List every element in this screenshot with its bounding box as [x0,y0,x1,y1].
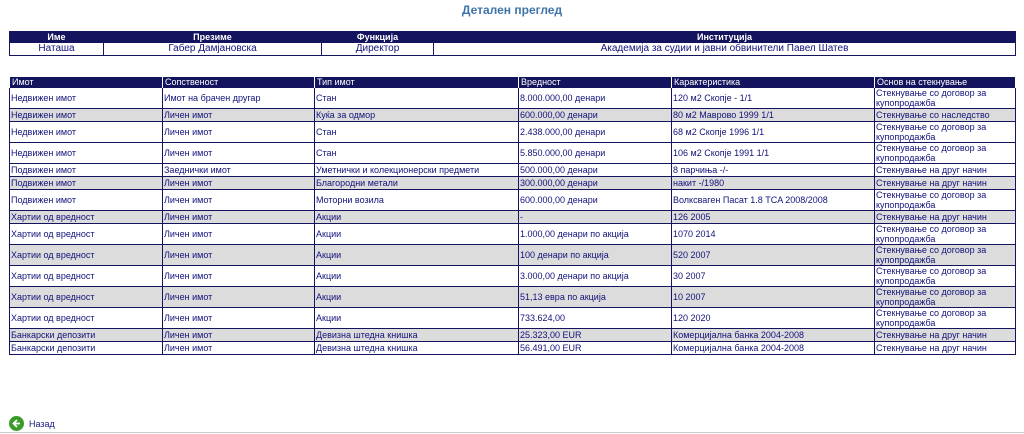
asset-value: 600.000,00 денари [519,190,672,211]
asset-ownership: Личен имот [163,122,315,143]
asset-ownership: Личен имот [163,329,315,342]
asset-property: Хартии од вредност [10,224,163,245]
asset-property: Хартии од вредност [10,245,163,266]
asset-type: Благородни метали [315,177,519,190]
asset-basis: Стекнување на друг начин [875,329,1016,342]
asset-value: 51,13 евра по акција [519,287,672,308]
asset-ownership: Заеднички имот [163,164,315,177]
asset-type: Акции [315,266,519,287]
person-institution: Академија за судии и јавни обвинители Павел Шатев [434,43,1016,56]
assets-header-row [10,77,1016,88]
assets-table [9,77,1016,355]
asset-characteristic: 1070 2014 [672,224,875,245]
asset-value: 8.000.000,00 денари [519,88,672,109]
table-row [10,122,1016,143]
asset-basis: Стекнување со договор за купопродажба [875,287,1016,308]
table-row [10,164,1016,177]
table-row [10,308,1016,329]
table-row [10,287,1016,308]
asset-characteristic: Комерцијална банка 2004-2008 [672,342,875,355]
asset-characteristic: Комерцијална банка 2004-2008 [672,329,875,342]
asset-ownership: Личен имот [163,109,315,122]
asset-type: Уметнички и колекционерски предмети [315,164,519,177]
asset-characteristic: 68 м2 Скопје 1996 1/1 [672,122,875,143]
asset-value: 2.438.000,00 денари [519,122,672,143]
asset-property: Хартии од вредност [10,308,163,329]
back-link[interactable] [9,416,55,431]
asset-property: Банкарски депозити [10,342,163,355]
asset-ownership: Имот на брачен другар [163,88,315,109]
asset-type: Акции [315,211,519,224]
asset-basis: Стекнување со договор за купопродажба [875,308,1016,329]
table-row [10,224,1016,245]
back-link-label[interactable]: Назад [29,418,55,429]
asset-value: - [519,211,672,224]
asset-characteristic: 520 2007 [672,245,875,266]
asset-property: Банкарски депозити [10,329,163,342]
asset-type: Акции [315,224,519,245]
asset-type: Девизна штедна книшка [315,342,519,355]
asset-type: Акции [315,245,519,266]
asset-ownership: Личен имот [163,143,315,164]
asset-property: Недвижен имот [10,88,163,109]
person-row [10,43,1016,56]
asset-basis: Стекнување со наследство [875,109,1016,122]
asset-value: 25.323,00 EUR [519,329,672,342]
asset-basis: Стекнување со договор за купопродажба [875,266,1016,287]
person-header-function: Функција [322,32,434,43]
asset-property: Хартии од вредност [10,287,163,308]
asset-type: Акции [315,287,519,308]
asset-type: Акции [315,308,519,329]
asset-property: Недвижен имот [10,122,163,143]
asset-characteristic: 80 м2 Маврово 1999 1/1 [672,109,875,122]
person-function: Директор [322,43,434,56]
asset-value: 600.000,00 денари [519,109,672,122]
asset-type: Стан [315,122,519,143]
asset-characteristic: 10 2007 [672,287,875,308]
asset-value: 733.624,00 [519,308,672,329]
asset-basis: Стекнување на друг начин [875,342,1016,355]
asset-characteristic: 120 м2 Скопје - 1/1 [672,88,875,109]
asset-ownership: Личен имот [163,177,315,190]
asset-basis: Стекнување на друг начин [875,164,1016,177]
asset-property: Подвижен имот [10,164,163,177]
asset-value: 300.000,00 денари [519,177,672,190]
table-row [10,329,1016,342]
asset-characteristic: 120 2020 [672,308,875,329]
table-row [10,266,1016,287]
assets-header-property: Имот [10,77,163,88]
person-name: Наташа [10,43,104,56]
asset-ownership: Личен имот [163,308,315,329]
assets-header-basis: Основ на стекнување [875,77,1016,88]
asset-characteristic: Волксваген Пасат 1.8 TCA 2008/2008 [672,190,875,211]
asset-ownership: Личен имот [163,342,315,355]
asset-property: Подвижен имот [10,190,163,211]
asset-characteristic: 126 2005 [672,211,875,224]
asset-characteristic: 106 м2 Скопје 1991 1/1 [672,143,875,164]
asset-value: 5.850.000,00 денари [519,143,672,164]
asset-basis: Стекнување со договор за купопродажба [875,122,1016,143]
asset-type: Стан [315,143,519,164]
asset-property: Хартии од вредност [10,211,163,224]
table-row [10,143,1016,164]
asset-value: 100 денари по акција [519,245,672,266]
asset-basis: Стекнување со договор за купопродажба [875,88,1016,109]
table-row [10,177,1016,190]
asset-ownership: Личен имот [163,211,315,224]
asset-type: Стан [315,88,519,109]
asset-characteristic: 30 2007 [672,266,875,287]
assets-header-characteristic: Карактеристика [672,77,875,88]
asset-basis: Стекнување на друг начин [875,211,1016,224]
asset-basis: Стекнување на друг начин [875,177,1016,190]
table-row [10,88,1016,109]
page-title: Детален преглед [461,3,563,17]
asset-value: 1.000,00 денари по акција [519,224,672,245]
asset-basis: Стекнување со договор за купопродажба [875,143,1016,164]
asset-ownership: Личен имот [163,266,315,287]
asset-ownership: Личен имот [163,287,315,308]
asset-property: Хартии од вредност [10,266,163,287]
asset-value: 56.491,00 EUR [519,342,672,355]
asset-basis: Стекнување со договор за купопродажба [875,224,1016,245]
bottom-divider [0,432,1024,433]
asset-type: Куќа за одмор [315,109,519,122]
asset-ownership: Личен имот [163,245,315,266]
asset-basis: Стекнување со договор за купопродажба [875,190,1016,211]
asset-ownership: Личен имот [163,190,315,211]
table-row [10,109,1016,122]
asset-property: Недвижен имот [10,143,163,164]
asset-property: Недвижен имот [10,109,163,122]
person-header-row [10,32,1016,43]
back-arrow-icon[interactable] [9,416,24,431]
assets-header-ownership: Сопственост [163,77,315,88]
table-row [10,342,1016,355]
asset-value: 500.000,00 денари [519,164,672,177]
person-header-name: Име [10,32,104,43]
asset-property: Подвижен имот [10,177,163,190]
person-table [9,31,1016,56]
asset-characteristic: 8 парчиња -/- [672,164,875,177]
person-header-surname: Презиме [104,32,322,43]
assets-header-value: Вредност [519,77,672,88]
table-row [10,245,1016,266]
asset-type: Девизна штедна книшка [315,329,519,342]
person-header-institution: Институција [434,32,1016,43]
asset-basis: Стекнување со договор за купопродажба [875,245,1016,266]
asset-ownership: Личен имот [163,224,315,245]
asset-type: Моторни возила [315,190,519,211]
table-row [10,211,1016,224]
assets-header-type: Тип имот [315,77,519,88]
asset-value: 3.000,00 денари по акција [519,266,672,287]
table-row [10,190,1016,211]
asset-characteristic: накит -/1980 [672,177,875,190]
person-surname: Габер Дамјановска [104,43,322,56]
